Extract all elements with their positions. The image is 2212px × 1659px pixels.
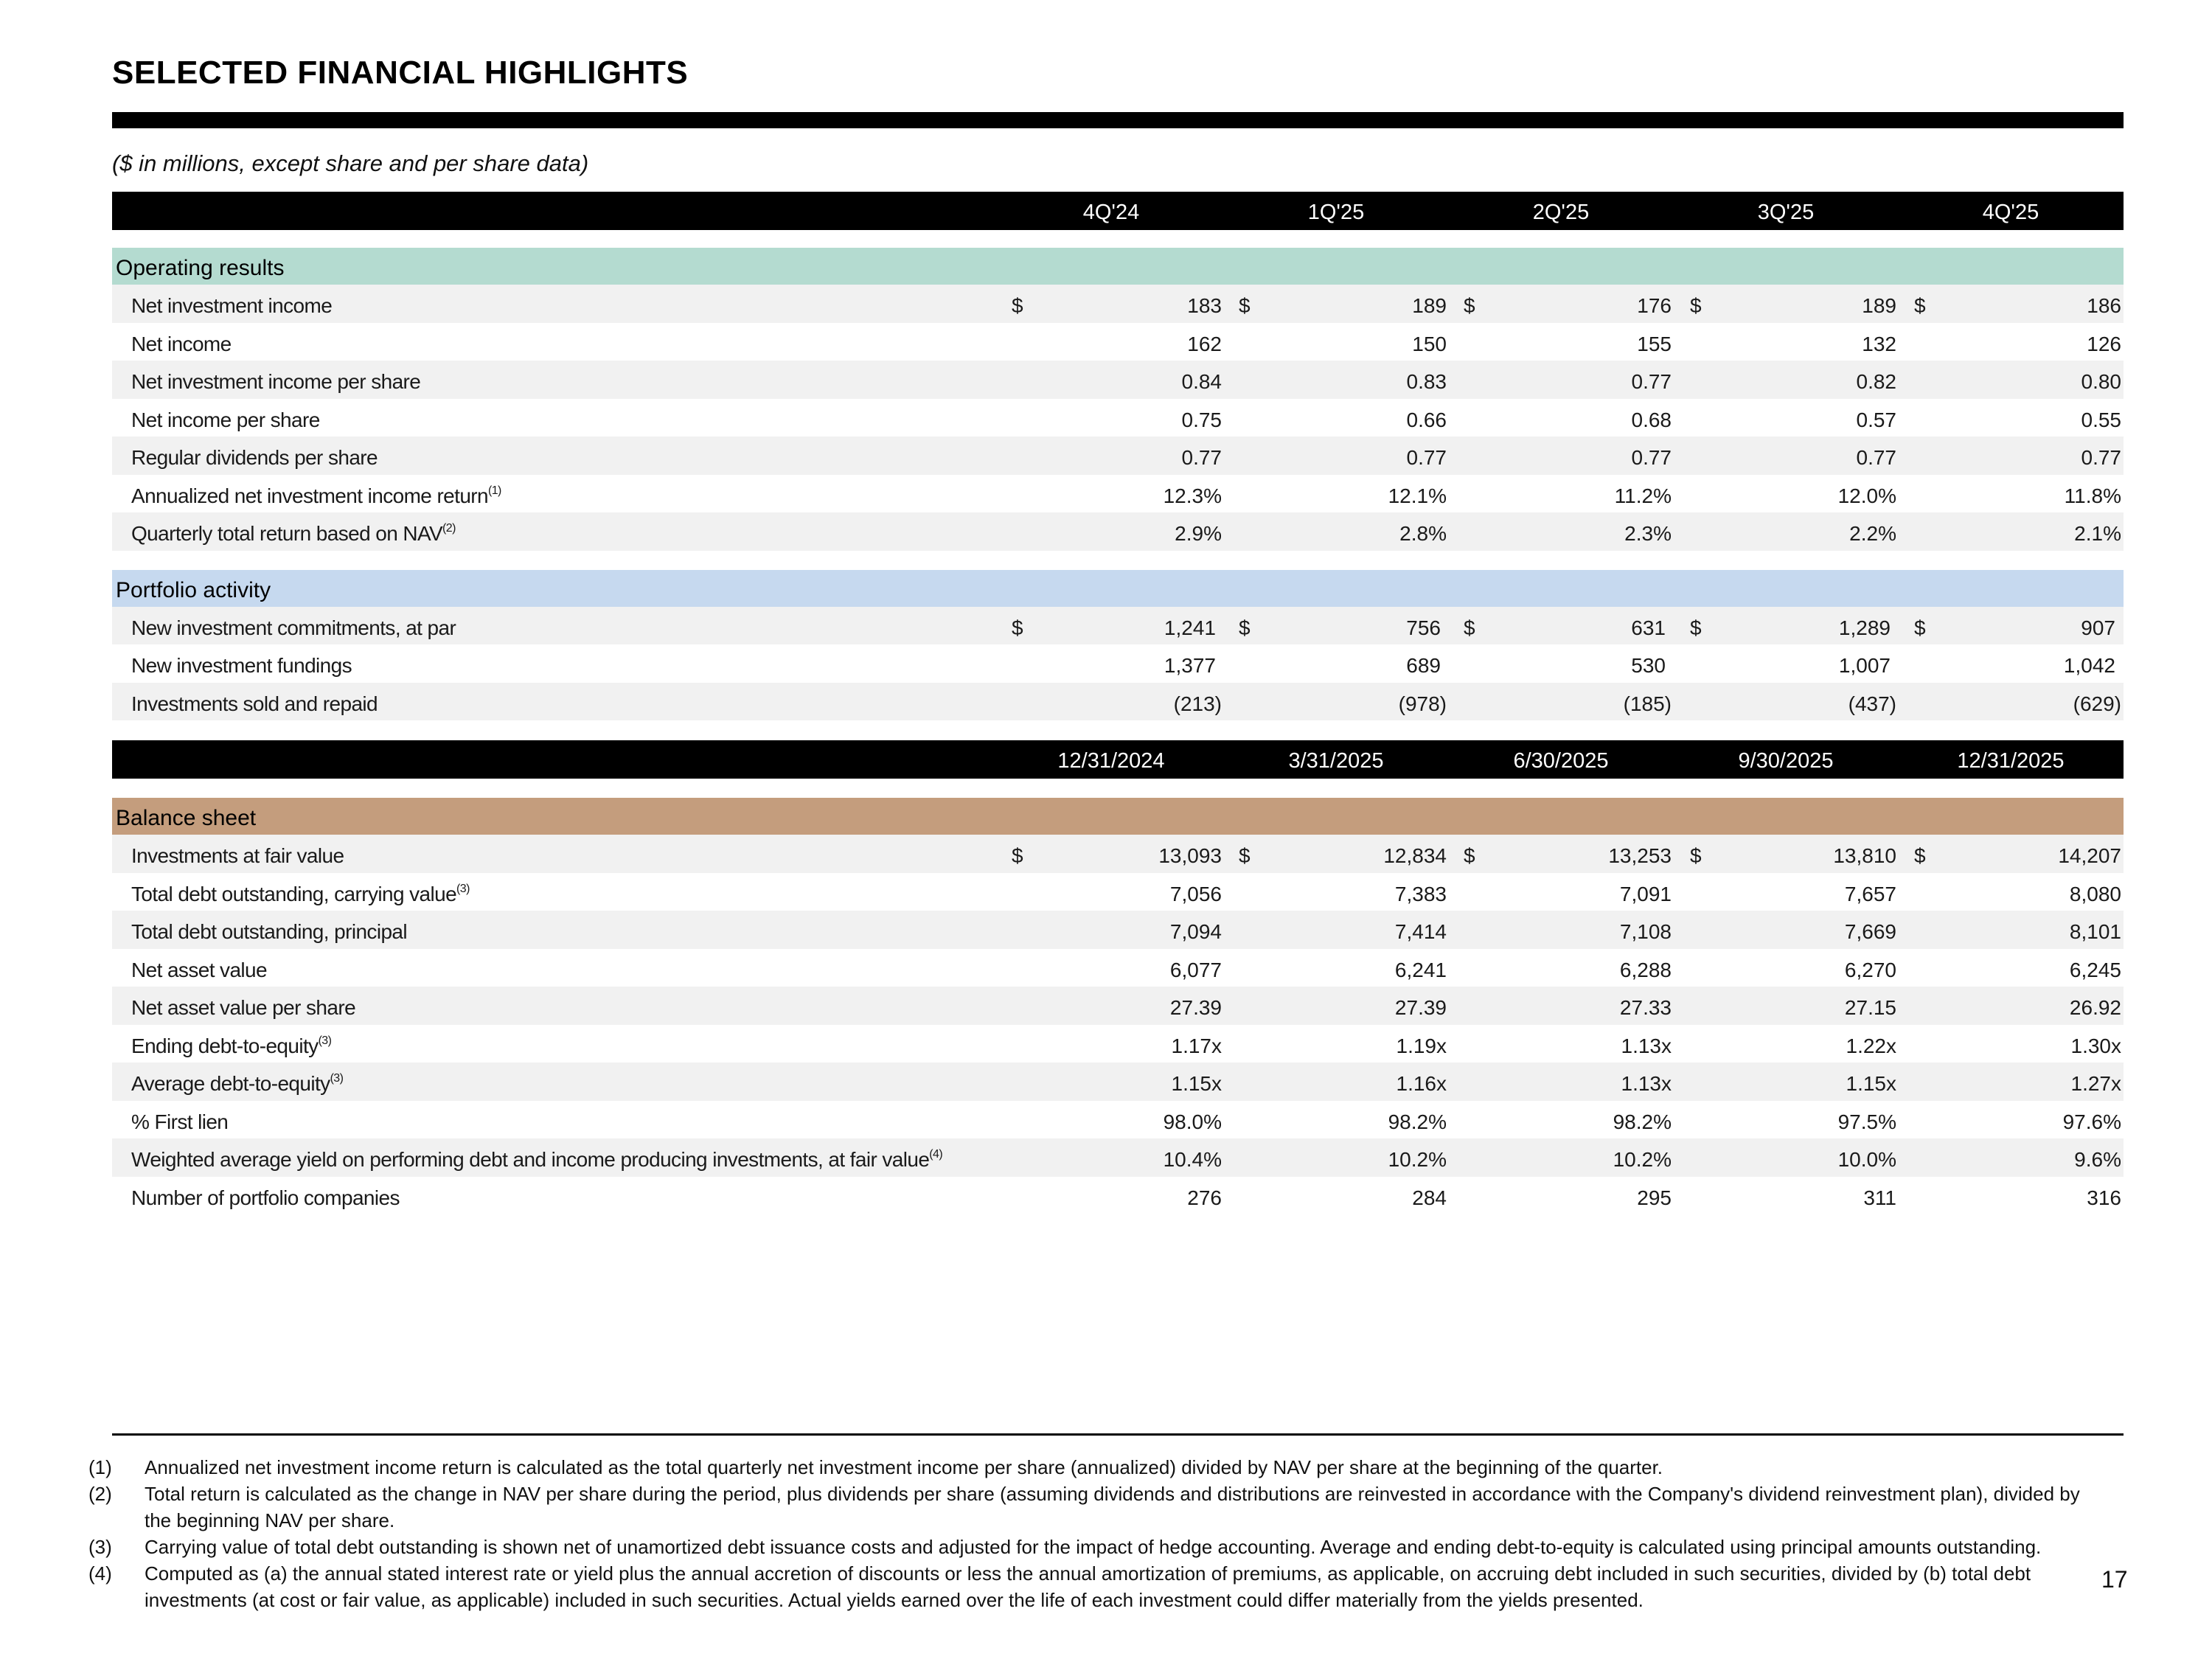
footnote-ref: (2) — [442, 522, 456, 535]
table-cell: 756 — [1406, 616, 1441, 639]
table-cell: 295 — [1637, 1186, 1672, 1209]
row-label-text: Regular dividends per share — [131, 446, 378, 469]
currency-symbol: $ — [1464, 294, 1475, 317]
footnote-ref: (3) — [330, 1072, 344, 1085]
footnote-ref: (1) — [488, 484, 501, 497]
row-label — [131, 512, 456, 555]
page-number: 17 — [2101, 1566, 2128, 1593]
table-cell: 1.27x — [2070, 1072, 2121, 1095]
table-cell: 11.2% — [1614, 484, 1672, 507]
currency-symbol: $ — [1012, 616, 1023, 639]
table-cell: 26.92 — [2069, 996, 2121, 1019]
footnote-text: Computed as (a) the annual stated interest rate or yield plus the annual accretion of discounts or less the annual amortization of premiums, as applicable, on accruing debt included in such securities, divided by (b) total debt investments (at cost or fair value, as applicable) included in such securities. Actual yields earned over the life of each investment could differ materially from the yields presented. — [145, 1562, 2031, 1611]
row-label — [131, 361, 420, 403]
table-cell: 98.0% — [1163, 1110, 1222, 1133]
table-row — [112, 949, 2124, 987]
table-cell: 7,094 — [1169, 920, 1222, 943]
quarter-header-1: 4Q'24 — [1082, 201, 1140, 224]
row-label — [131, 285, 332, 327]
table-row — [112, 1177, 2124, 1215]
footnote-text: Total return is calculated as the change in NAV per share during the period, plus dividends per share (assuming dividends and distributions are reinvested in accordance with the Company's dividend reinvestment plan), divided by the beginning NAV per share. — [145, 1483, 2080, 1531]
table-cell: (213) — [1173, 692, 1222, 715]
table-cell: 1,377 — [1164, 654, 1216, 677]
currency-symbol: $ — [1690, 294, 1702, 317]
table-cell: 12.0% — [1837, 484, 1896, 507]
footnote-ref: (4) — [929, 1148, 943, 1161]
quarter-header-4: 3Q'25 — [1757, 201, 1815, 224]
table-cell: 0.66 — [1406, 408, 1447, 431]
table-cell: 2.1% — [2074, 522, 2121, 545]
table-cell: 27.15 — [1844, 996, 1896, 1019]
table-cell: 2.8% — [1399, 522, 1447, 545]
table-cell: 1.13x — [1621, 1034, 1672, 1057]
row-label-text: Annualized net investment income return — [131, 484, 488, 507]
table-row — [112, 475, 2124, 513]
table-cell: 97.6% — [2062, 1110, 2121, 1133]
row-label — [131, 1062, 343, 1105]
title-divider — [112, 112, 2124, 128]
table-row — [112, 1101, 2124, 1139]
row-label-text: New investment fundings — [131, 654, 352, 677]
table-cell: 311 — [1863, 1186, 1896, 1209]
footnotes — [88, 1454, 2101, 1613]
footnote-divider — [112, 1433, 2124, 1436]
footnote-ref: (3) — [318, 1034, 332, 1047]
footnote-text: Carrying value of total debt outstanding is shown net of unamortized debt issuance costs and adjusted for the impact of hedge accounting. Average and ending debt-to-equity is calculated using principal amounts outstanding. — [145, 1536, 2042, 1558]
table-row — [112, 512, 2124, 551]
row-label-text: Net asset value — [131, 958, 267, 981]
table-cell: 6,077 — [1169, 958, 1222, 981]
table-cell: 12.3% — [1163, 484, 1222, 507]
table-cell: 10.2% — [1388, 1148, 1447, 1171]
table-cell: 1.19x — [1396, 1034, 1447, 1057]
table-row — [112, 1025, 2124, 1063]
footnote-number: (2) — [88, 1483, 112, 1505]
currency-symbol: $ — [1464, 616, 1475, 639]
row-label-text: Number of portfolio companies — [131, 1186, 400, 1209]
table-cell: 0.77 — [1631, 446, 1672, 469]
table-cell: 27.39 — [1394, 996, 1447, 1019]
table-cell: 1,241 — [1164, 616, 1216, 639]
currency-symbol: $ — [1464, 844, 1475, 867]
table-cell: 0.77 — [1181, 446, 1222, 469]
table-row — [112, 607, 2124, 645]
table-cell: 189 — [1412, 294, 1447, 317]
row-label — [131, 1025, 331, 1068]
operating-rows — [112, 285, 2124, 551]
footnote-text: Annualized net investment income return is calculated as the total quarterly net investment income per share (annualized) divided by NAV per share at the beginning of the quarter. — [145, 1456, 1663, 1478]
table-cell: 27.33 — [1619, 996, 1672, 1019]
date-header-2: 3/31/2025 — [1288, 749, 1384, 773]
table-cell: 126 — [2087, 332, 2121, 355]
currency-symbol: $ — [1690, 616, 1702, 639]
footnote-item — [88, 1560, 2101, 1613]
table-cell: 907 — [2081, 616, 2115, 639]
row-label-text: Total debt outstanding, principal — [131, 920, 408, 943]
table-row — [112, 987, 2124, 1025]
table-cell: 0.55 — [2081, 408, 2121, 431]
row-label-text: Investments sold and repaid — [131, 692, 378, 715]
row-label-text: Net income — [131, 332, 232, 355]
table-row — [112, 1062, 2124, 1101]
table-cell: 12.1% — [1388, 484, 1447, 507]
table-cell: 155 — [1637, 332, 1672, 355]
table-cell: 7,056 — [1169, 882, 1222, 905]
table-cell: 1.22x — [1846, 1034, 1896, 1057]
table-row — [112, 361, 2124, 399]
table-cell: 183 — [1187, 294, 1222, 317]
quarterly-table — [112, 192, 2124, 720]
date-header-3: 6/30/2025 — [1513, 749, 1609, 773]
table-cell: 1.16x — [1396, 1072, 1447, 1095]
table-cell: 0.77 — [1631, 370, 1672, 393]
quarter-header-2: 1Q'25 — [1307, 201, 1365, 224]
table-cell: 11.8% — [2064, 484, 2121, 507]
row-label-text: Quarterly total return based on NAV — [131, 522, 443, 545]
row-label — [131, 475, 501, 518]
table-cell: 0.82 — [1856, 370, 1896, 393]
table-cell: 6,245 — [2069, 958, 2121, 981]
table-row — [112, 873, 2124, 911]
row-label-text: Net income per share — [131, 408, 320, 431]
table-cell: 276 — [1187, 1186, 1222, 1209]
table-cell: 6,241 — [1394, 958, 1447, 981]
table-cell: 1,042 — [2063, 654, 2115, 677]
footnote-ref: (3) — [456, 882, 470, 895]
table-cell: 1.15x — [1171, 1072, 1222, 1095]
table-row — [112, 644, 2124, 683]
balance-table — [112, 740, 2124, 1214]
row-label — [131, 1138, 942, 1181]
table-cell: 0.77 — [1406, 446, 1447, 469]
section-operating-results: Operating results — [112, 248, 2124, 285]
row-label-text: Net investment income per share — [131, 370, 421, 393]
currency-symbol: $ — [1239, 294, 1251, 317]
footnote-item — [88, 1454, 2101, 1481]
table-cell: 0.83 — [1406, 370, 1447, 393]
table-row — [112, 911, 2124, 949]
table-cell: 162 — [1187, 332, 1222, 355]
table-cell: (978) — [1398, 692, 1447, 715]
table-cell: 0.57 — [1856, 408, 1896, 431]
table-cell: 0.75 — [1181, 408, 1222, 431]
row-label-text: Investments at fair value — [131, 844, 344, 867]
table-cell: 8,101 — [2069, 920, 2121, 943]
table-cell: 1.13x — [1621, 1072, 1672, 1095]
table-cell: 7,414 — [1394, 920, 1447, 943]
balance-rows — [112, 835, 2124, 1214]
table-cell: 10.0% — [1837, 1148, 1896, 1171]
table-cell: 1,007 — [1838, 654, 1891, 677]
section-portfolio-activity: Portfolio activity — [112, 570, 2124, 607]
table-cell: 0.84 — [1181, 370, 1222, 393]
row-label-text: New investment commitments, at par — [131, 616, 456, 639]
table-row — [112, 1138, 2124, 1177]
date-header-5: 12/31/2025 — [1957, 749, 2065, 773]
table-cell: 186 — [2087, 294, 2121, 317]
row-label-text: Total debt outstanding, carrying value — [131, 882, 457, 905]
date-header-row — [112, 740, 2124, 779]
page-title: SELECTED FINANCIAL HIGHLIGHTS — [112, 55, 689, 91]
section-balance-sheet: Balance sheet — [112, 798, 2124, 835]
currency-symbol: $ — [1012, 294, 1023, 317]
row-label — [131, 987, 355, 1029]
table-cell: 6,270 — [1844, 958, 1896, 981]
table-cell: 8,080 — [2069, 882, 2121, 905]
table-cell: 2.9% — [1175, 522, 1222, 545]
table-row — [112, 437, 2124, 475]
table-cell: 98.2% — [1388, 1110, 1447, 1133]
table-cell: 0.68 — [1631, 408, 1672, 431]
table-cell: 9.6% — [2074, 1148, 2121, 1171]
row-label-text: Ending debt-to-equity — [131, 1034, 319, 1057]
table-cell: 7,657 — [1844, 882, 1896, 905]
table-cell: 0.77 — [1856, 446, 1896, 469]
row-label — [131, 1177, 400, 1220]
table-cell: 1.15x — [1846, 1072, 1896, 1095]
currency-symbol: $ — [1914, 844, 1926, 867]
row-label-text: Net investment income — [131, 294, 333, 317]
row-label — [131, 873, 470, 916]
table-cell: 7,383 — [1394, 882, 1447, 905]
table-cell: 2.3% — [1624, 522, 1672, 545]
table-cell: 316 — [2087, 1186, 2121, 1209]
table-cell: (185) — [1623, 692, 1672, 715]
row-label — [131, 683, 378, 726]
row-label — [131, 644, 352, 687]
table-cell: 97.5% — [1837, 1110, 1896, 1133]
table-cell: 10.4% — [1163, 1148, 1222, 1171]
footnote-number: (4) — [88, 1562, 112, 1585]
quarter-header-5: 4Q'25 — [1982, 201, 2039, 224]
quarter-header-3: 2Q'25 — [1532, 201, 1590, 224]
row-label — [131, 399, 320, 442]
row-label — [131, 323, 232, 366]
currency-symbol: $ — [1239, 844, 1251, 867]
row-label — [131, 437, 378, 479]
table-cell: 13,253 — [1608, 844, 1672, 867]
table-cell: 1,289 — [1838, 616, 1891, 639]
table-cell: 6,288 — [1619, 958, 1672, 981]
footnote-number: (3) — [88, 1536, 112, 1558]
footnote-item — [88, 1481, 2101, 1534]
portfolio-rows — [112, 607, 2124, 721]
table-cell: 7,669 — [1844, 920, 1896, 943]
table-cell: 284 — [1412, 1186, 1447, 1209]
table-row — [112, 399, 2124, 437]
row-label — [131, 607, 456, 650]
row-label-text: Average debt-to-equity — [131, 1072, 330, 1095]
row-label-text: % First lien — [131, 1110, 229, 1133]
table-cell: 189 — [1862, 294, 1896, 317]
footnote-number: (1) — [88, 1456, 112, 1478]
table-cell: 98.2% — [1613, 1110, 1672, 1133]
footnote-item — [88, 1534, 2101, 1560]
row-label — [131, 1101, 228, 1144]
row-label-text: Net asset value per share — [131, 996, 356, 1019]
date-header-4: 9/30/2025 — [1738, 749, 1834, 773]
table-cell: 12,834 — [1383, 844, 1447, 867]
quarter-header-row — [112, 192, 2124, 230]
row-label — [131, 835, 344, 877]
table-cell: 0.77 — [2081, 446, 2121, 469]
table-cell: 10.2% — [1613, 1148, 1672, 1171]
table-cell: 27.39 — [1169, 996, 1222, 1019]
table-cell: 7,108 — [1619, 920, 1672, 943]
currency-symbol: $ — [1914, 294, 1926, 317]
table-cell: 150 — [1412, 332, 1447, 355]
date-header-1: 12/31/2024 — [1057, 749, 1165, 773]
table-cell: 631 — [1631, 616, 1666, 639]
row-label-text: Weighted average yield on performing debt and income producing investments, at fair value — [131, 1148, 930, 1171]
table-cell: 13,093 — [1158, 844, 1222, 867]
currency-symbol: $ — [1914, 616, 1926, 639]
units-note: ($ in millions, except share and per share data) — [112, 150, 589, 176]
table-cell: 1.30x — [2070, 1034, 2121, 1057]
table-cell: 176 — [1637, 294, 1672, 317]
currency-symbol: $ — [1239, 616, 1251, 639]
currency-symbol: $ — [1012, 844, 1023, 867]
table-cell: 132 — [1862, 332, 1896, 355]
table-cell: (437) — [1848, 692, 1896, 715]
table-cell: 0.80 — [2081, 370, 2121, 393]
table-cell: (629) — [2073, 692, 2121, 715]
table-cell: 13,810 — [1833, 844, 1896, 867]
table-cell: 1.17x — [1171, 1034, 1222, 1057]
table-row — [112, 683, 2124, 721]
table-cell: 530 — [1631, 654, 1666, 677]
row-label — [131, 949, 267, 992]
currency-symbol: $ — [1690, 844, 1702, 867]
row-label — [131, 911, 407, 953]
table-row — [112, 835, 2124, 873]
table-row — [112, 323, 2124, 361]
table-row — [112, 285, 2124, 323]
table-cell: 689 — [1406, 654, 1441, 677]
table-cell: 7,091 — [1619, 882, 1672, 905]
table-cell: 2.2% — [1849, 522, 1896, 545]
table-cell: 14,207 — [2058, 844, 2121, 867]
